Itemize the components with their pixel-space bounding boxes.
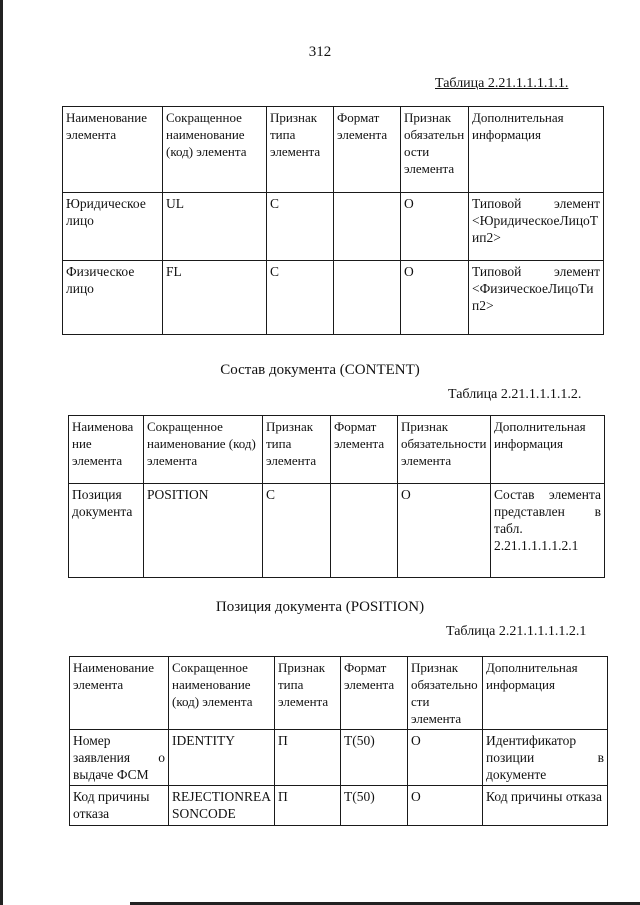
table-cell: О <box>401 261 469 335</box>
header-cell: Наименование элемента <box>63 107 163 193</box>
position-table <box>69 656 608 826</box>
table-cell <box>334 261 401 335</box>
table-cell: Номер заявления о выдаче ФСМ <box>70 730 169 786</box>
table-header-row <box>69 416 605 484</box>
header-cell: Признак типа элемента <box>275 657 341 730</box>
table-cell: Код причины отказа <box>483 786 608 826</box>
table-header-row <box>70 657 608 730</box>
table-cell <box>331 484 398 578</box>
table-cell: Типовой элемент <ФизическоеЛицоТип2> <box>469 261 604 335</box>
header-cell: Признак типа элемента <box>263 416 331 484</box>
header-cell: Наименование элемента <box>69 416 144 484</box>
table-cell: REJECTIONREASONCODE <box>169 786 275 826</box>
table-row <box>69 484 605 578</box>
header-cell: Дополнительная информация <box>491 416 605 484</box>
header-cell: Дополнительная информация <box>469 107 604 193</box>
table-cell: FL <box>163 261 267 335</box>
table-cell: О <box>408 786 483 826</box>
table-row <box>70 786 608 826</box>
table-cell: T(50) <box>341 730 408 786</box>
table-caption: Таблица 2.21.1.1.1.1.1. <box>435 76 569 91</box>
header-cell: Признак обязательности элемента <box>408 657 483 730</box>
header-cell: Формат элемента <box>331 416 398 484</box>
table-cell: О <box>408 730 483 786</box>
header-cell: Признак обязательности элемента <box>398 416 491 484</box>
content-table <box>68 415 605 578</box>
page-number: 312 <box>308 44 332 60</box>
table-header-row <box>63 107 604 193</box>
table-cell: С <box>263 484 331 578</box>
header-cell: Наименование элемента <box>70 657 169 730</box>
table-cell: Состав элемента представлен в табл. 2.21.1.1.1.1.2.1 <box>491 484 605 578</box>
table-row <box>63 193 604 261</box>
elements-table <box>62 106 604 335</box>
section-title: Позиция документа (POSITION) <box>215 599 425 615</box>
table-cell: Типовой элемент <ЮридическоеЛицоТип2> <box>469 193 604 261</box>
header-cell: Сокращенное наименование (код) элемента <box>144 416 263 484</box>
table-cell: UL <box>163 193 267 261</box>
table-cell: С <box>267 193 334 261</box>
table-row <box>70 730 608 786</box>
header-cell: Признак обязательности элемента <box>401 107 469 193</box>
table-cell: П <box>275 786 341 826</box>
table-cell: Позиция документа <box>69 484 144 578</box>
table-caption: Таблица 2.21.1.1.1.1.2.1 <box>446 624 587 639</box>
table-row <box>63 261 604 335</box>
table-cell: О <box>398 484 491 578</box>
table-cell: О <box>401 193 469 261</box>
table-cell: Юридическое лицо <box>63 193 163 261</box>
header-cell: Сокращенное наименование (код) элемента <box>163 107 267 193</box>
table-cell: Физическое лицо <box>63 261 163 335</box>
table-cell: Идентификатор позиции в документе <box>483 730 608 786</box>
table-cell <box>334 193 401 261</box>
header-cell: Дополнительная информация <box>483 657 608 730</box>
table-cell: С <box>267 261 334 335</box>
table-cell: POSITION <box>144 484 263 578</box>
table-caption: Таблица 2.21.1.1.1.1.2. <box>448 387 582 402</box>
header-cell: Сокращенное наименование (код) элемента <box>169 657 275 730</box>
table-cell: Код причины отказа <box>70 786 169 826</box>
header-cell: Формат элемента <box>341 657 408 730</box>
table-cell: IDENTITY <box>169 730 275 786</box>
table-cell: П <box>275 730 341 786</box>
header-cell: Формат элемента <box>334 107 401 193</box>
section-title: Состав документа (CONTENT) <box>220 362 420 378</box>
scan-left-edge <box>0 0 3 905</box>
table-cell: T(50) <box>341 786 408 826</box>
header-cell: Признак типа элемента <box>267 107 334 193</box>
